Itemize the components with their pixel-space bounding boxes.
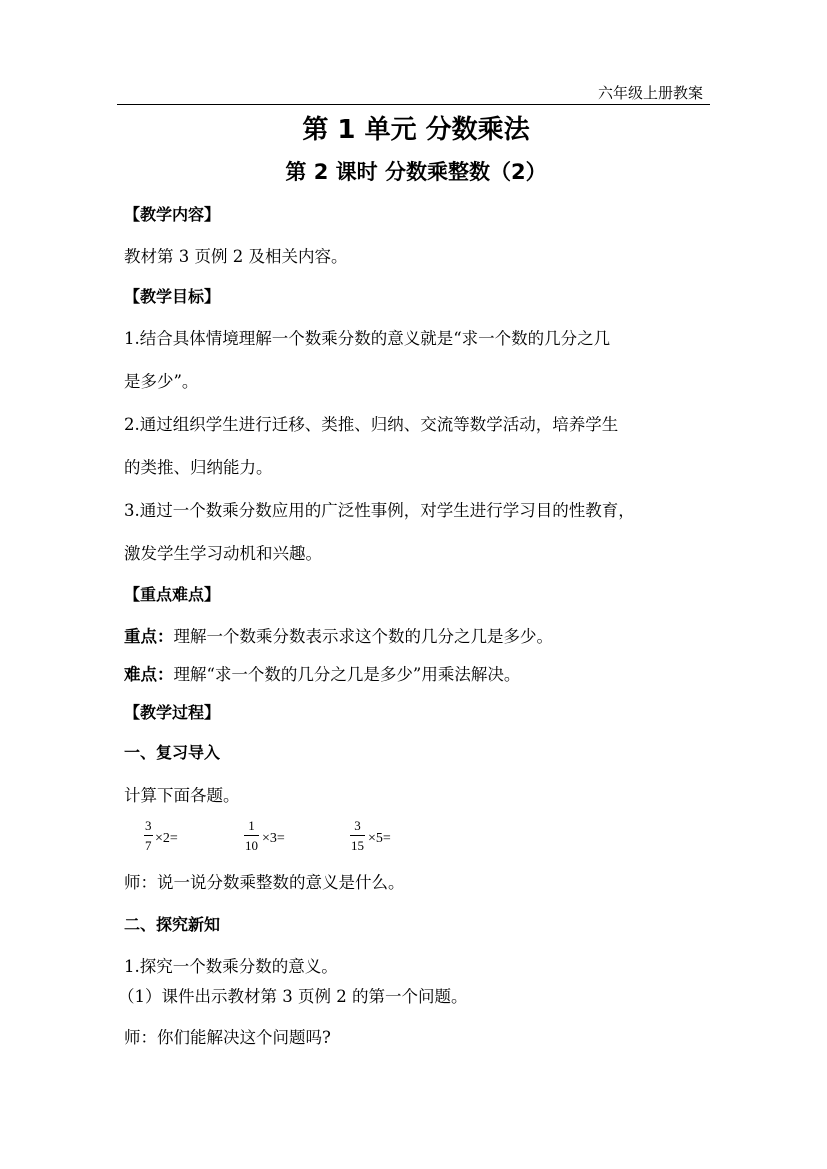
- exercise-2-denominator: 10: [245, 838, 258, 853]
- goal-1-line-1: 1.结合具体情境理解一个数乘分数的意义就是“求一个数的几分之几: [124, 329, 611, 348]
- explore-item-1: 1.探究一个数乘分数的意义。: [124, 957, 338, 976]
- content-text: 教材第 3 页例 2 及相关内容。: [124, 247, 348, 266]
- review-text: 计算下面各题。: [124, 786, 240, 805]
- goal-2-line-1: 2.通过组织学生进行迁移、类推、归纳、交流等数学活动，培养学生: [124, 415, 619, 434]
- difficulty-label: 难点：: [124, 665, 174, 684]
- explore-sub-1: （1）课件出示教材第 3 页例 2 的第一个问题。: [118, 987, 468, 1006]
- content-heading: 【教学内容】: [124, 205, 221, 224]
- review-heading: 一、复习导入: [124, 743, 221, 762]
- exercise-3-fraction: [350, 818, 365, 853]
- difficulty-text: 理解“求一个数的几分之几是多少”用乘法解决。: [173, 665, 521, 684]
- goal-3-line-2: 激发学生学习动机和兴趣。: [124, 544, 322, 563]
- exercise-1-denominator: 7: [145, 838, 152, 853]
- header-rule: [117, 104, 710, 105]
- exercise-2-tail: ×3=: [262, 831, 285, 846]
- key-heading: 【重点难点】: [124, 585, 221, 604]
- exercise-3-tail: ×5=: [368, 831, 391, 846]
- goals-heading: 【教学目标】: [124, 287, 221, 306]
- exercise-2-fraction: [244, 818, 259, 853]
- explore-heading: 二、探究新知: [124, 915, 221, 934]
- key-text: 理解一个数乘分数表示求这个数的几分之几是多少。: [173, 627, 553, 646]
- difficulty-point: [124, 664, 520, 686]
- header-tag: 六年级上册教案: [597, 84, 703, 102]
- key-point: [124, 626, 553, 648]
- exercise-1-numerator: 3: [145, 818, 152, 833]
- exercise-1-tail: ×2=: [155, 831, 178, 846]
- exercise-row: [144, 818, 444, 864]
- page-title: 第 1 单元 分数乘法: [302, 115, 530, 145]
- process-heading: 【教学过程】: [124, 703, 221, 722]
- goal-2-line-2: 的类推、归纳能力。: [124, 458, 273, 477]
- teacher-question-2: 师：你们能解决这个问题吗?: [124, 1028, 331, 1047]
- key-label: 重点：: [124, 627, 174, 646]
- exercise-3-numerator: 3: [354, 818, 361, 833]
- lesson-subtitle: 第 2 课时 分数乘整数（2）: [285, 160, 547, 184]
- exercise-2-numerator: 1: [248, 818, 255, 833]
- goal-1-line-2: 是多少”。: [124, 372, 199, 391]
- exercise-3-denominator: 15: [351, 838, 364, 853]
- document-body: [118, 110, 708, 1047]
- teacher-question: 师：说一说分数乘整数的意义是什么。: [124, 873, 405, 892]
- exercise-1-fraction: [144, 818, 153, 853]
- goal-3-line-1: 3.通过一个数乘分数应用的广泛性事例，对学生进行学习目的性教育，: [124, 501, 635, 520]
